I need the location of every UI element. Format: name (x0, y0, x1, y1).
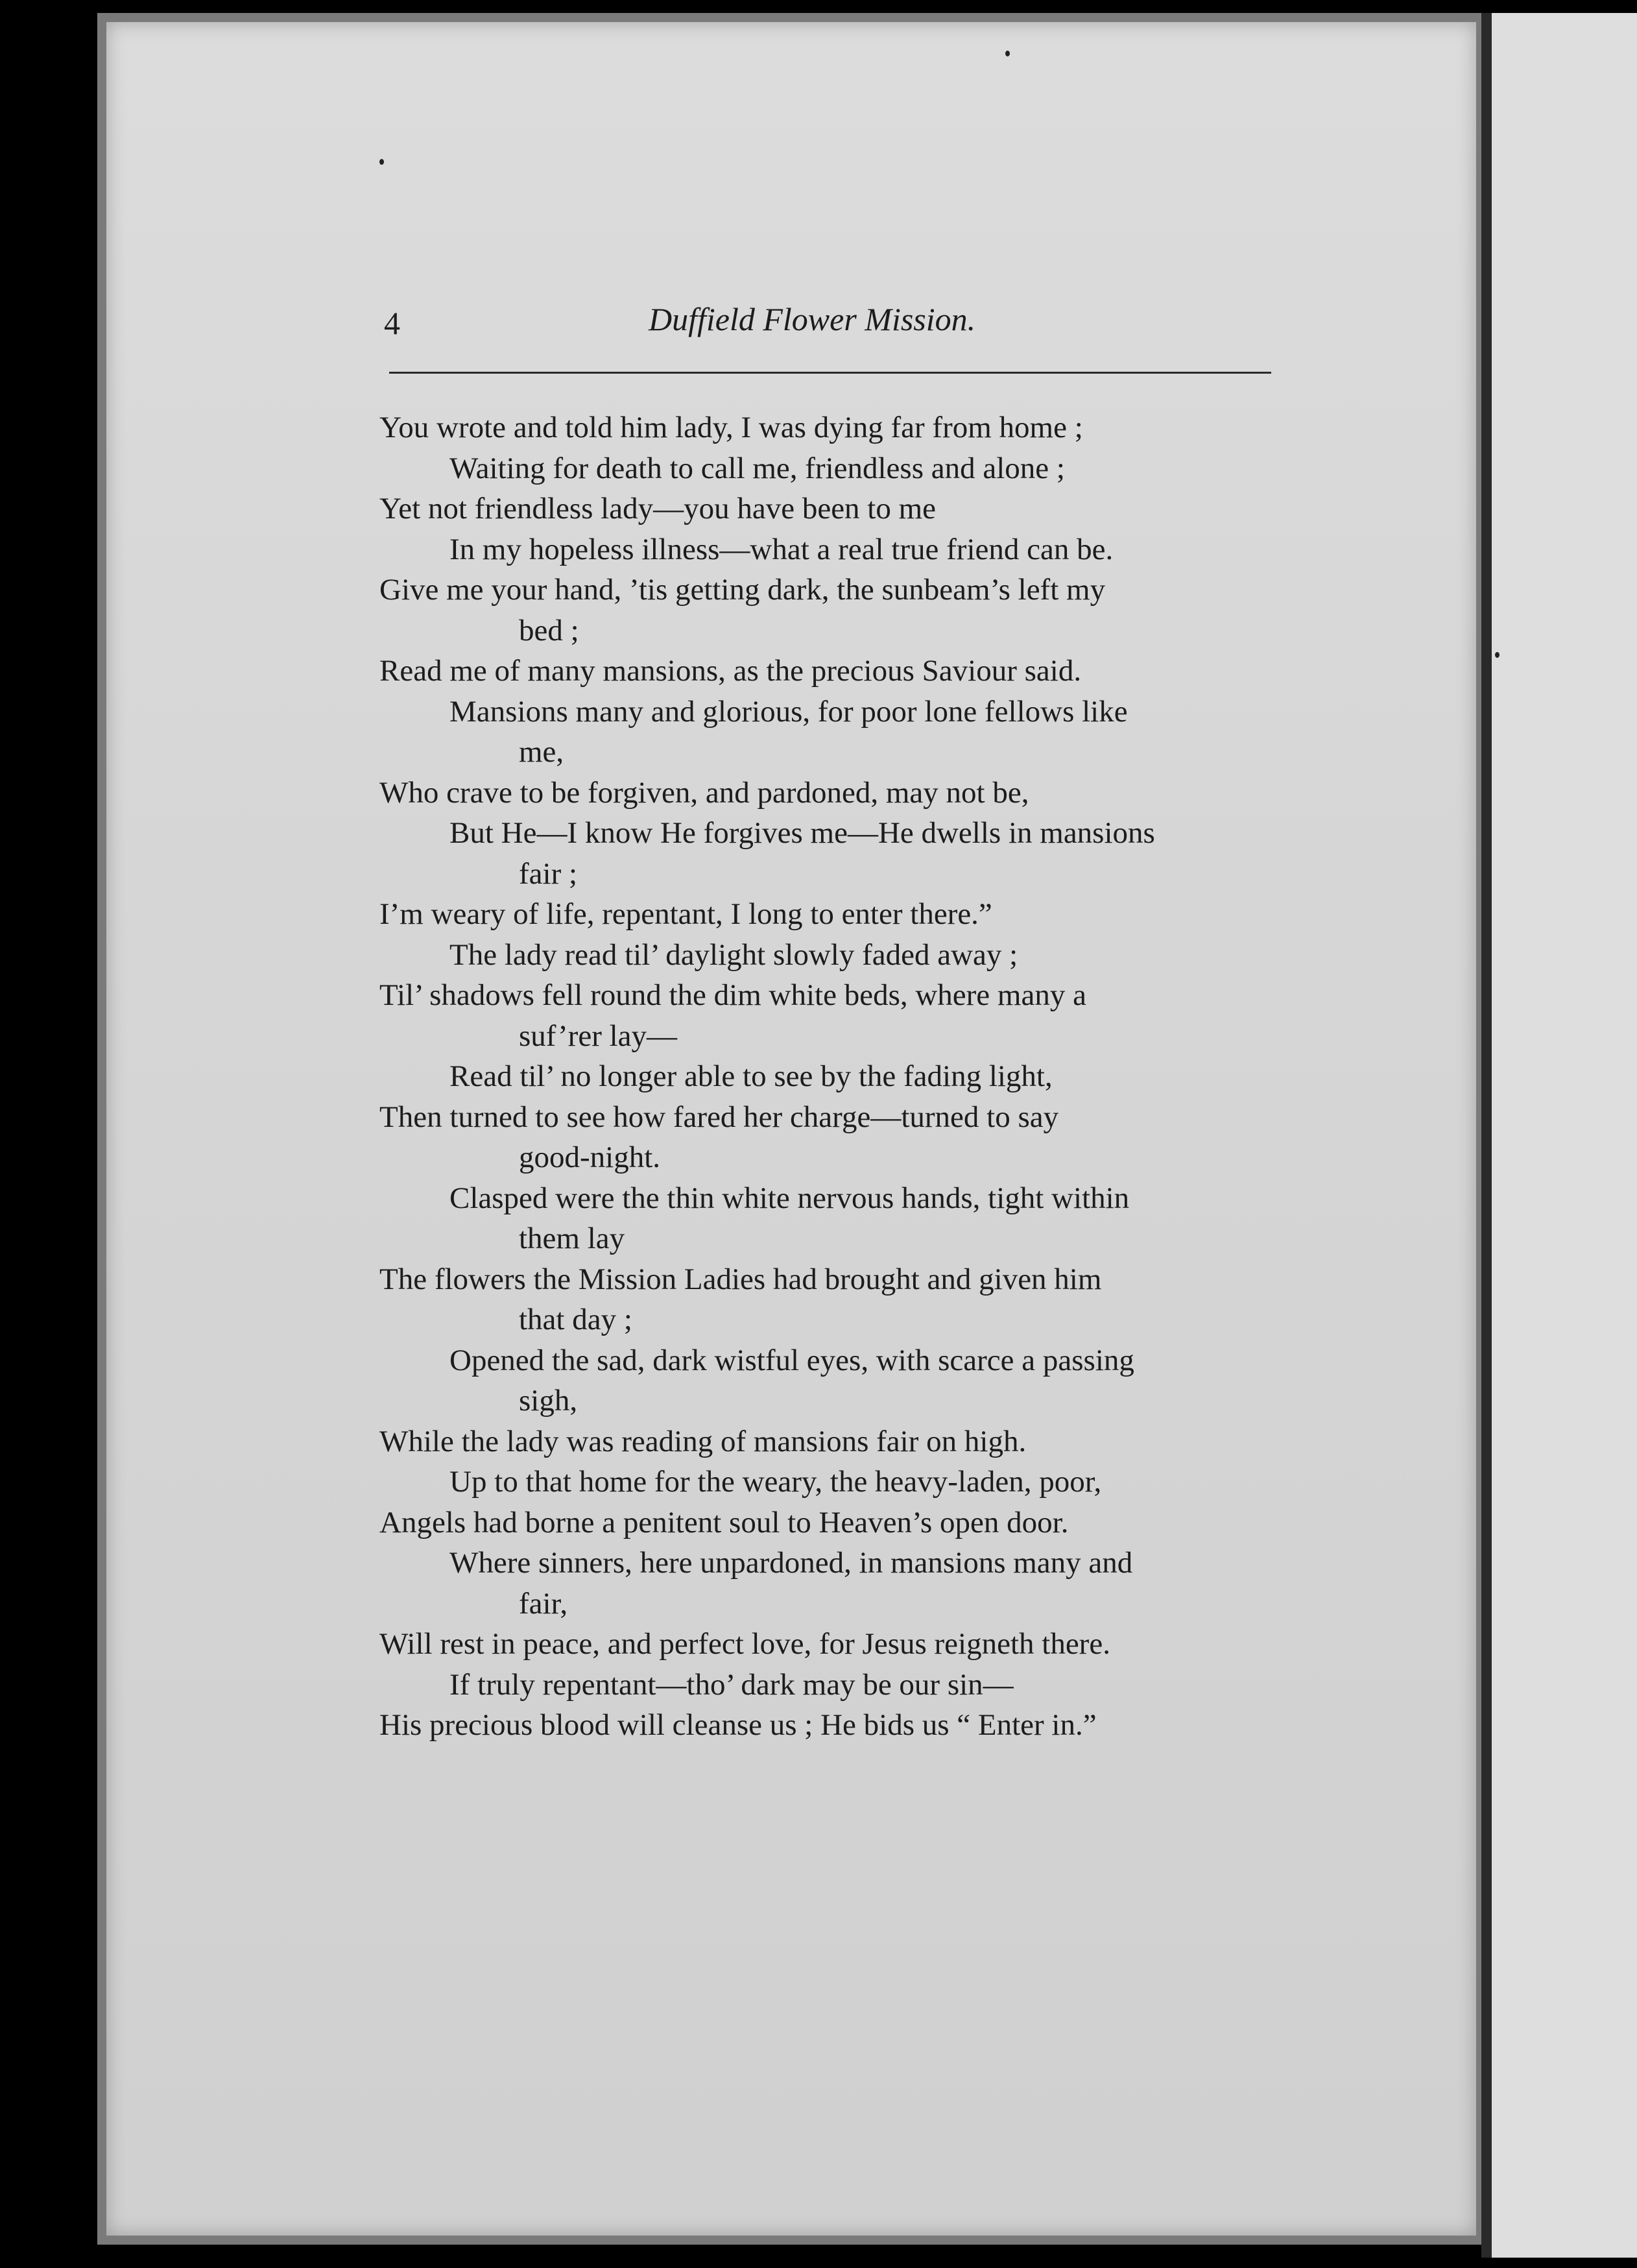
poem-line: Will rest in peace, and perfect love, for Jesus reigneth there. (379, 1627, 1110, 1661)
poem-line: Where sinners, here unpardoned, in mansions many and (449, 1546, 1133, 1580)
scan-speck (1005, 51, 1010, 56)
poem-line: You wrote and told him lady, I was dying far from home ; (379, 411, 1083, 444)
poem-line: The lady read til’ daylight slowly faded away ; (449, 937, 1018, 972)
poem-line: Read me of many mansions, as the precious Saviour said. (379, 654, 1082, 688)
poem-line: bed ; (519, 613, 579, 647)
poem-line: While the lady was reading of mansions fair on high. (379, 1424, 1027, 1458)
poem-line: His precious blood will cleanse us ; He bids us “ Enter in.” (379, 1708, 1097, 1742)
scan-speck (1495, 652, 1500, 658)
poem-line: Then turned to see how fared her charge—turned to say (379, 1100, 1059, 1134)
page-number: 4 (384, 305, 400, 341)
running-head (285, 289, 1265, 347)
poem-line: Who crave to be forgiven, and pardoned, may not be, (379, 775, 1029, 810)
poem-line: that day ; (519, 1303, 632, 1336)
poem-line: sigh, (519, 1384, 578, 1418)
poem-line: Give me your hand, ’tis getting dark, the sunbeam’s left my (379, 573, 1106, 607)
poem-line: Til’ shadows fell round the dim white beds, where many a (379, 978, 1086, 1012)
scan-speck (379, 159, 384, 165)
running-title: Duffield Flower Mission. (649, 301, 976, 337)
poem-line: Up to that home for the weary, the heavy-laden, poor, (449, 1465, 1102, 1499)
header-rule (389, 372, 1271, 374)
adjacent-page-strip (1492, 13, 1637, 2258)
poem-line: I’m weary of life, repentant, I long to enter there.” (379, 897, 992, 931)
poem-line: Yet not friendless lady—you have been to me (379, 492, 937, 525)
poem-line: Clasped were the thin white nervous hands, tight within (449, 1181, 1130, 1215)
poem-line: Mansions many and glorious, for poor lone fellows like (449, 694, 1128, 729)
poem-line: Opened the sad, dark wistful eyes, with scarce a passing (449, 1343, 1134, 1377)
poem-line: fair, (519, 1586, 568, 1621)
poem-line: good-night. (519, 1140, 661, 1174)
poem-line: The flowers the Mission Ladies had brought and given him (379, 1262, 1102, 1296)
poem-line: In my hopeless illness—what a real true friend can be. (449, 532, 1114, 566)
poem-text (379, 407, 1287, 1746)
poem-line: suf’rer lay— (519, 1019, 678, 1053)
poem-line: them lay (519, 1222, 625, 1255)
poem-line: me, (519, 735, 564, 769)
poem-line: Waiting for death to call me, friendless and alone ; (449, 451, 1065, 485)
poem-line: Read til’ no longer able to see by the fading light, (449, 1059, 1053, 1093)
poem-line: Angels had borne a penitent soul to Heaven’s open door. (379, 1505, 1069, 1539)
poem-line: But He—I know He forgives me—He dwells in mansions (449, 816, 1155, 850)
poem-line: fair ; (519, 856, 578, 891)
poem-line: If truly repentant—tho’ dark may be our sin— (449, 1667, 1014, 1702)
